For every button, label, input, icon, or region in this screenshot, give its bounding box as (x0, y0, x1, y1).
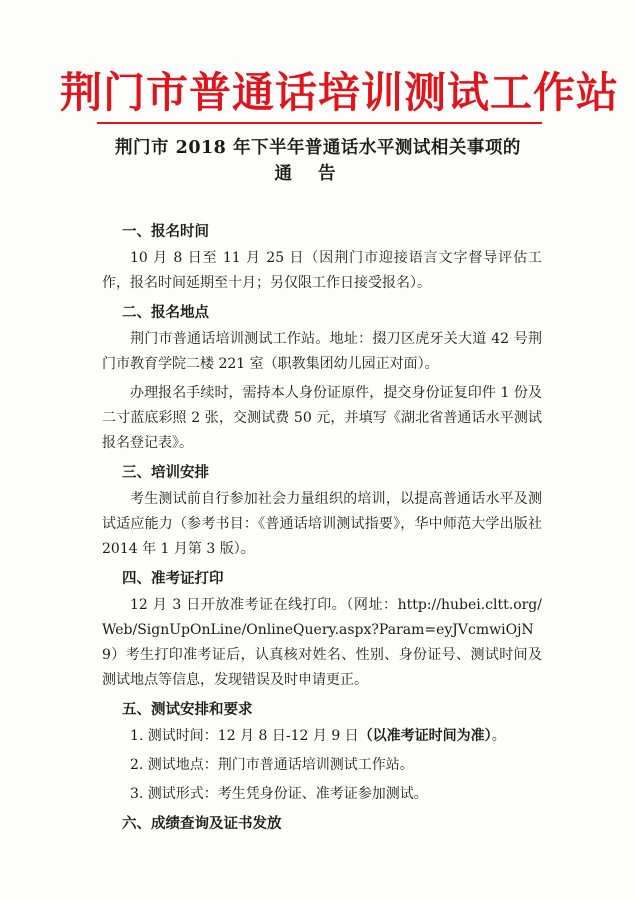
organization-header: 荆门市普通话培训测试工作站 (60, 68, 620, 117)
section-heading-registration-time: 一、报名时间 (122, 224, 209, 240)
notice-title-line2: 通告 (274, 164, 362, 184)
notice-body (102, 215, 542, 838)
test-time-item (102, 724, 542, 749)
training-paragraph: 考生测试前自行参加社会力量组织的培训，以提高普通话水平及测试适应能力（参考书目：《普通话培训测试指要》，华中师范大学出版社 2014 年 1 月第 3 版）。 (102, 491, 542, 557)
test-time-note: （以准考证时间为准） (358, 728, 492, 744)
registration-requirements-paragraph: 办理报名手续时，需持本人身份证原件，提交身份证复印件 1 份及二寸蓝底彩照 2 张，交测试费 50 元，并填写《湖北省普通话水平测试报名登记表》。 (102, 385, 542, 451)
test-time-suffix: 。 (491, 728, 506, 744)
test-format-item: 3. 测试形式：考生凭身份证、准考证参加测试。 (130, 786, 428, 802)
registration-place-paragraph: 荆门市普通话培训测试工作站。地址：掇刀区虎牙关大道 42 号荆门市教育学院二楼 221 室（职教集团幼儿园正对面）。 (102, 331, 542, 372)
header-red-rule (97, 122, 542, 124)
section-heading-admission-ticket: 四、准考证打印 (122, 571, 224, 587)
test-place-item: 2. 测试地点：荆门市普通话培训测试工作站。 (130, 757, 414, 773)
section-heading-test-arrangement: 五、测试安排和要求 (122, 702, 253, 718)
admission-ticket-text-tail: ）考生打印准考证后，认真核对姓名、性别、身份证号、测试时间及测试地点等信息，发现错误及时申请更正。 (102, 647, 542, 688)
registration-time-paragraph: 10 月 8 日至 11 月 25 日（因荆门市迎接语言文字督导评估工作，报名时间延期至十月；另仅限工作日接受报名）。 (102, 250, 542, 291)
section-heading-registration-place: 二、报名地点 (122, 305, 209, 321)
admission-ticket-paragraph (102, 593, 542, 693)
section-heading-results: 六、成绩查询及证书发放 (122, 816, 282, 832)
admission-ticket-url[interactable]: http://hubei.cltt.org/Web/SignUpOnLine/OnlineQuery.aspx?Param=eyJVcmwiOjN9 (102, 597, 542, 663)
test-time-text: 1. 测试时间：12 月 8 日-12 月 9 日 (130, 728, 359, 744)
section-heading-training: 三、培训安排 (122, 465, 209, 481)
notice-title-line1: 荆门市 2018 年下半年普通话水平测试相关事项的 (115, 138, 521, 158)
admission-ticket-text: 12 月 3 日开放准考证在线打印。（网址： (130, 597, 398, 613)
